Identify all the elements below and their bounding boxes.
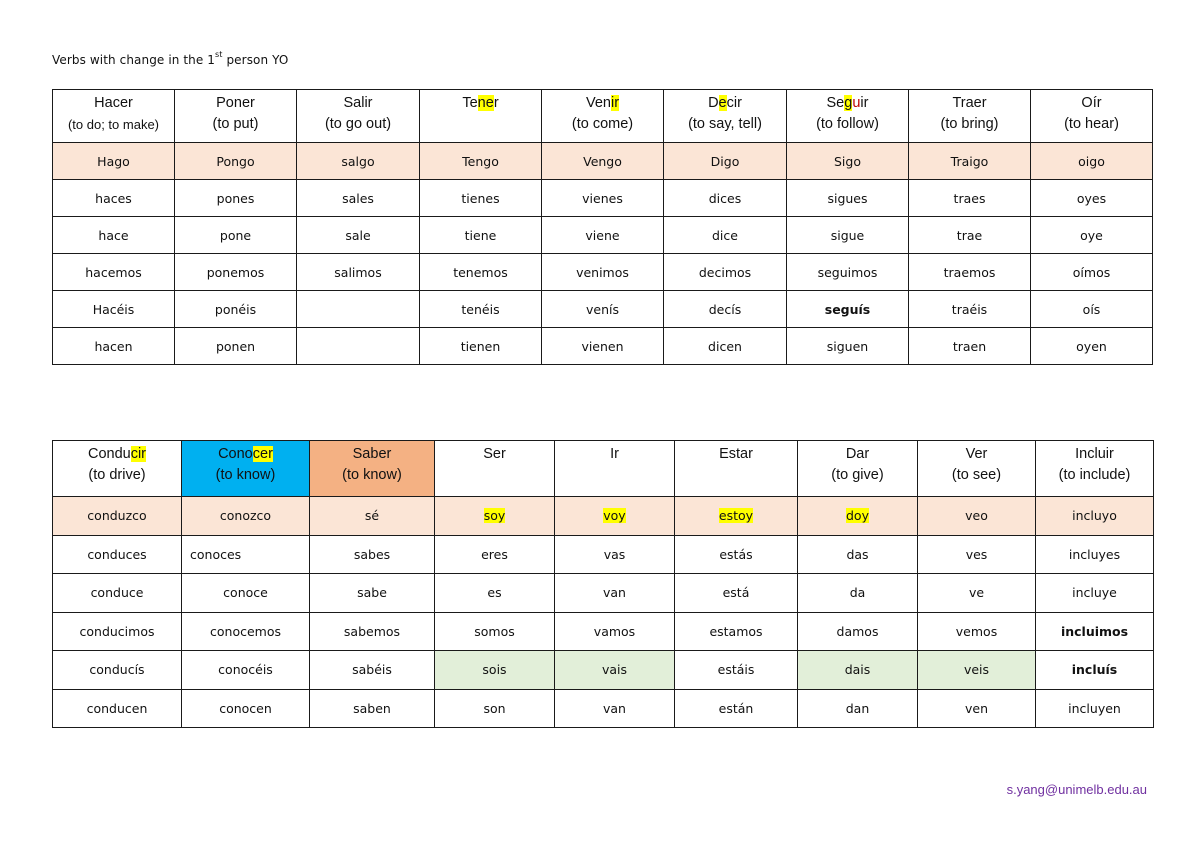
table-cell (664, 180, 787, 217)
table-cell (1031, 217, 1153, 254)
cell-text: viene (585, 227, 620, 243)
table-cell (542, 180, 664, 217)
header-estar: Estar (675, 441, 798, 497)
cell-text: estoy (718, 508, 754, 524)
table-cell (53, 217, 175, 254)
table-cell (675, 612, 798, 651)
cell-text: salgo (341, 153, 375, 169)
cell-text: sabe (357, 585, 387, 601)
table-cell (53, 651, 182, 690)
cell-text: siguen (826, 338, 869, 354)
cell-text: voy (603, 508, 626, 524)
table-cell (1036, 689, 1154, 728)
table-cell (1036, 574, 1154, 613)
header-salir: Salir (to go out) (297, 90, 420, 143)
table-cell (53, 574, 182, 613)
cell-text: ven (964, 700, 988, 716)
cell-text: sé (364, 508, 380, 524)
table-cell (542, 143, 664, 180)
contact-email[interactable]: s.yang@unimelb.edu.au (1006, 782, 1147, 797)
cell-text: Pongo (216, 153, 255, 169)
cell-text: incluyo (1072, 508, 1117, 524)
table-cell (435, 612, 555, 651)
table-cell (787, 254, 909, 291)
table-cell (542, 217, 664, 254)
cell-text: incluimos (1060, 623, 1129, 639)
table-header-row (53, 441, 1154, 497)
table-cell (798, 651, 918, 690)
table-cell (53, 180, 175, 217)
cell-text: conocen (219, 700, 272, 716)
cell-text: conducís (89, 662, 145, 678)
cell-text: ponéis (214, 301, 257, 317)
table-cell (175, 254, 297, 291)
table-cell (664, 143, 787, 180)
cell-text: conozco (219, 508, 272, 524)
cell-text: incluís (1071, 662, 1118, 678)
table-row (53, 612, 1154, 651)
header-tener: Tener (420, 90, 542, 143)
table-cell (182, 535, 310, 574)
cell-text: tenéis (461, 301, 500, 317)
table-cell (909, 254, 1031, 291)
table-cell (798, 497, 918, 536)
table-cell (675, 535, 798, 574)
table-cell (675, 651, 798, 690)
cell-text: dan (845, 700, 870, 716)
cell-text: estamos (709, 623, 763, 639)
cell-text: traéis (951, 301, 988, 317)
table-cell (555, 689, 675, 728)
cell-text: son (483, 700, 506, 716)
cell-text: salimos (334, 264, 382, 280)
cell-text: Traigo (950, 153, 989, 169)
cell-text: sigues (827, 190, 868, 206)
table-cell (1036, 612, 1154, 651)
table-cell (918, 497, 1036, 536)
cell-text: Tengo (462, 153, 499, 169)
cell-text: ves (965, 546, 988, 562)
cell-text: Sigo (834, 153, 861, 169)
cell-text: Hacéis (92, 301, 135, 317)
table-cell (918, 689, 1036, 728)
cell-text: damos (836, 623, 879, 639)
table-cell (297, 217, 420, 254)
table-cell (675, 574, 798, 613)
cell-text: somos (474, 623, 515, 639)
cell-text: oye (1080, 227, 1103, 243)
cell-text: van (603, 700, 626, 716)
cell-text: incluye (1072, 585, 1117, 601)
cell-text: Hago (97, 153, 130, 169)
header-traer: Traer (to bring) (909, 90, 1031, 143)
table-cell (420, 254, 542, 291)
table-cell (175, 291, 297, 328)
cell-text: dicen (708, 338, 742, 354)
verb-table-1 (52, 89, 1153, 365)
cell-text: sales (342, 190, 374, 206)
table-cell (909, 291, 1031, 328)
cell-text: oyes (1076, 190, 1107, 206)
table-cell (798, 535, 918, 574)
table-row (53, 291, 1153, 328)
table-cell (175, 143, 297, 180)
table-cell (542, 254, 664, 291)
cell-text: estás (719, 546, 753, 562)
table-cell (787, 291, 909, 328)
table-cell (1031, 328, 1153, 365)
table-cell (175, 217, 297, 254)
header-dar: Dar (to give) (798, 441, 918, 497)
header-oir: Oír (to hear) (1031, 90, 1153, 143)
table-cell (297, 291, 420, 328)
table-cell (53, 254, 175, 291)
table-cell (798, 689, 918, 728)
header-conducir: Conducir (to drive) (53, 441, 182, 497)
cell-text: conduzco (87, 508, 147, 524)
cell-text: vamos (593, 623, 636, 639)
header-hacer: Hacer (to do; to make) (53, 90, 175, 143)
table-cell (1036, 651, 1154, 690)
cell-text: eres (481, 546, 508, 562)
table-cell (420, 328, 542, 365)
table-cell (555, 497, 675, 536)
table-cell (1036, 535, 1154, 574)
table-cell (664, 291, 787, 328)
cell-text: doy (846, 508, 869, 524)
cell-text: seguís (824, 301, 871, 317)
table-cell (175, 180, 297, 217)
table-cell (182, 651, 310, 690)
cell-text: decís (708, 301, 742, 317)
table-cell (310, 689, 435, 728)
table-cell (1031, 291, 1153, 328)
table-cell (420, 143, 542, 180)
cell-text: traemos (943, 264, 996, 280)
cell-text: sigue (830, 227, 865, 243)
table-cell (1036, 497, 1154, 536)
cell-text: tenemos (453, 264, 508, 280)
table-cell (909, 180, 1031, 217)
cell-text: venimos (576, 264, 629, 280)
table-cell (918, 574, 1036, 613)
cell-text: está (722, 585, 750, 601)
cell-text: conoce (223, 585, 268, 601)
cell-text: tienes (461, 190, 500, 206)
cell-text: conduce (90, 585, 144, 601)
cell-text: vas (603, 546, 626, 562)
table-cell (297, 254, 420, 291)
header-poner: Poner (to put) (175, 90, 297, 143)
cell-text: pones (216, 190, 255, 206)
table-cell (310, 574, 435, 613)
verb-table-2 (52, 440, 1154, 728)
cell-text: ponemos (206, 264, 265, 280)
table-cell (435, 574, 555, 613)
cell-text: es (487, 585, 502, 601)
table-cell (909, 328, 1031, 365)
cell-text: vienes (582, 190, 623, 206)
table-row (53, 651, 1154, 690)
cell-text: hacemos (85, 264, 142, 280)
table-cell (909, 143, 1031, 180)
table-cell (53, 612, 182, 651)
cell-text: oís (1082, 301, 1101, 317)
cell-text: ve (968, 585, 985, 601)
table-cell (787, 180, 909, 217)
cell-text: venís (586, 301, 619, 317)
cell-text: sabes (353, 546, 391, 562)
cell-text: sabéis (352, 662, 392, 678)
cell-text: hace (98, 227, 129, 243)
cell-text: soy (483, 508, 506, 524)
cell-text: están (718, 700, 754, 716)
cell-text: conducimos (79, 623, 155, 639)
header-ser: Ser (435, 441, 555, 497)
table-cell (310, 612, 435, 651)
cell-text: trae (956, 227, 983, 243)
cell-text: vemos (955, 623, 998, 639)
cell-text: incluyes (1068, 546, 1121, 562)
page-title: Verbs with change in the 1st person YO (52, 50, 289, 67)
table-cell (798, 574, 918, 613)
table-cell (53, 291, 175, 328)
header-venir: Venir (to come) (542, 90, 664, 143)
table-cell (664, 328, 787, 365)
table-row (53, 180, 1153, 217)
cell-text: sabemos (343, 623, 401, 639)
table-cell (53, 328, 175, 365)
table-cell (420, 180, 542, 217)
cell-text: conduces (87, 546, 147, 562)
cell-text: saben (353, 700, 391, 716)
table-cell (182, 497, 310, 536)
cell-text: vais (601, 662, 628, 678)
table-cell (182, 612, 310, 651)
cell-text: dice (712, 227, 738, 243)
table-cell (420, 291, 542, 328)
cell-text: tiene (464, 227, 497, 243)
table-cell (787, 217, 909, 254)
table-row (53, 535, 1154, 574)
cell-text: Vengo (583, 153, 622, 169)
cell-text: incluyen (1068, 700, 1121, 716)
header-conocer: Conocer (to know) (182, 441, 310, 497)
cell-text: decimos (698, 264, 752, 280)
table-cell (310, 535, 435, 574)
table-cell (1031, 180, 1153, 217)
table-cell (787, 143, 909, 180)
cell-text: veo (965, 508, 988, 524)
table-cell (297, 180, 420, 217)
table-cell (555, 612, 675, 651)
cell-text: sois (482, 662, 507, 678)
table-cell (53, 535, 182, 574)
table-cell (542, 291, 664, 328)
table-cell (542, 328, 664, 365)
table-cell (787, 328, 909, 365)
table-cell (182, 574, 310, 613)
cell-text: pone (219, 227, 252, 243)
table-cell (310, 497, 435, 536)
cell-text: conocéis (218, 662, 273, 678)
table-row (53, 143, 1153, 180)
table-cell (664, 217, 787, 254)
cell-text: das (846, 546, 869, 562)
table-cell (182, 689, 310, 728)
table-cell (675, 497, 798, 536)
table-cell (555, 651, 675, 690)
table-cell (435, 497, 555, 536)
table-row (53, 574, 1154, 613)
table-cell (175, 328, 297, 365)
cell-text: vienen (581, 338, 624, 354)
cell-text: da (849, 585, 866, 601)
table-cell (53, 689, 182, 728)
cell-text: traen (952, 338, 987, 354)
table-cell (435, 689, 555, 728)
cell-text: hacen (94, 338, 133, 354)
cell-text: ponen (215, 338, 256, 354)
header-seguir: Seguir (to follow) (787, 90, 909, 143)
table-row (53, 254, 1153, 291)
cell-text: oímos (1072, 264, 1111, 280)
table-cell (1031, 143, 1153, 180)
table-cell (435, 651, 555, 690)
header-saber: Saber (to know) (310, 441, 435, 497)
table-cell (555, 535, 675, 574)
table-cell (435, 535, 555, 574)
header-ver: Ver (to see) (918, 441, 1036, 497)
table-row (53, 497, 1154, 536)
table-cell (918, 612, 1036, 651)
table-cell (1031, 254, 1153, 291)
cell-text: seguimos (817, 264, 878, 280)
cell-text: sale (345, 227, 371, 243)
table-cell (53, 143, 175, 180)
table-cell (297, 143, 420, 180)
cell-text: conducen (86, 700, 148, 716)
table-cell (909, 217, 1031, 254)
table-row (53, 328, 1153, 365)
cell-text: veis (963, 662, 990, 678)
table-cell (310, 651, 435, 690)
table-cell (53, 497, 182, 536)
table-row (53, 217, 1153, 254)
cell-text: Digo (710, 153, 740, 169)
cell-text: haces (95, 190, 132, 206)
header-ir: Ir (555, 441, 675, 497)
cell-text: dices (708, 190, 742, 206)
cell-text: van (603, 585, 626, 601)
table-header-row (53, 90, 1153, 143)
cell-text: oyen (1076, 338, 1107, 354)
table-cell (918, 535, 1036, 574)
header-incluir: Incluir (to include) (1036, 441, 1154, 497)
cell-text: conoces (190, 546, 242, 562)
cell-text: traes (953, 190, 986, 206)
cell-text: dais (844, 662, 871, 678)
table-cell (297, 328, 420, 365)
table-cell (664, 254, 787, 291)
table-cell (918, 651, 1036, 690)
cell-text: oigo (1078, 153, 1105, 169)
cell-text: conocemos (210, 623, 281, 639)
table-cell (420, 217, 542, 254)
table-cell (798, 612, 918, 651)
table-cell (675, 689, 798, 728)
cell-text: estáis (717, 662, 755, 678)
table-row (53, 689, 1154, 728)
table-cell (555, 574, 675, 613)
cell-text: tienen (460, 338, 501, 354)
header-decir: Decir (to say, tell) (664, 90, 787, 143)
